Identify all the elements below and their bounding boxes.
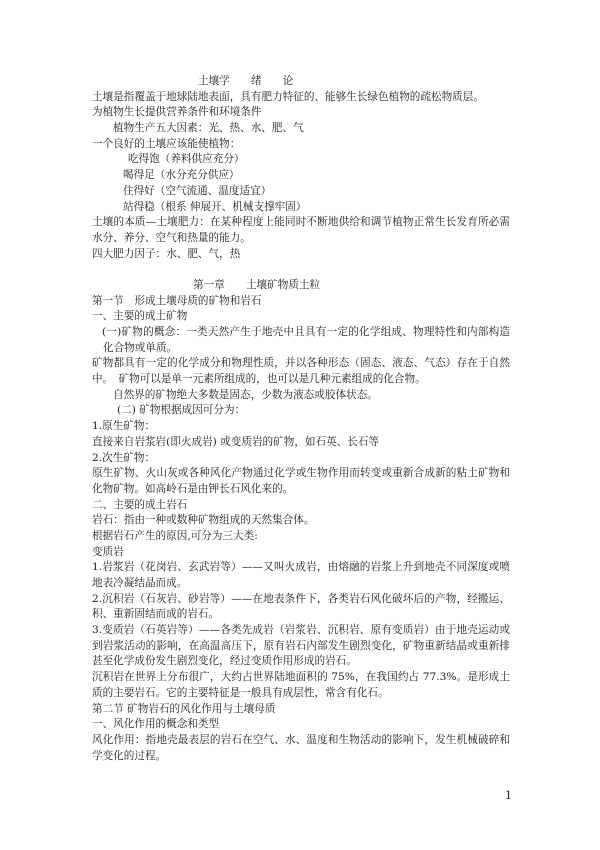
text-line: 2.沉积岩（石灰岩、砂岩等）——在地表条件下，各类岩石风化破坏后的产物，经搬运、: [92, 592, 510, 605]
text-line: 积、重新固结而成的岩石。: [92, 608, 220, 621]
text-line: 自然界的矿物绝大多数是固态，少数为液态或胶体状态。: [113, 388, 378, 401]
text-line: 为植物生长提供营养条件和环境条件: [92, 106, 262, 119]
subsection-heading: 一、风化作用的概念和类型: [92, 718, 220, 731]
text-line: 矿物都具有一定的化学成分和物理性质，并以各种形态（固态、液态、气态）存在于自然: [92, 357, 510, 370]
document-page: [92, 74, 510, 764]
text-line: (一)矿物的概念：一类天然产生于地壳中且具有一定的化学组成、物理特性和内部构造: [102, 326, 510, 338]
text-line: 中。 矿物可以是单一元素所组成的，也可以是几种元素组成的化合物。: [92, 373, 426, 386]
text-line: 风化作用：指地壳最表层的岩石在空气、水、温度和生物活动的影响下，发生机械破碎和: [92, 733, 510, 746]
text-line: 住得好（空气流通、温度适宜）: [123, 184, 272, 197]
text-line: 水分、养分、空气和热量的能力。: [92, 231, 251, 244]
text-line: 1.原生矿物：: [92, 420, 156, 433]
text-line: 变质岩: [92, 545, 124, 558]
text-line: 根据岩石产生的原因,可分为三大类:: [92, 529, 258, 542]
text-line: 四大肥力因子：水、肥、气，热: [92, 247, 241, 260]
text-line: 土壤的本质—土壤肥力：在某种程度上能同时不断地供给和调节植物正常生长发育所必需: [92, 216, 510, 229]
text-line: 到岩浆活动的影响，在高温高压下，原有岩石内部发生剧烈变化，矿物重新结晶或重新排: [92, 639, 510, 652]
subsection-heading: 一、主要的成土矿物: [92, 310, 188, 323]
text-line: 2.次生矿物：: [92, 451, 156, 464]
section-heading: 第二节 矿物岩石的风化作用与土壤母质: [92, 702, 276, 715]
text-line: 沉积岩在世界上分布很广，大约占世界陆地面积的 75%，在我国约占 77.3%。是形成土: [92, 671, 510, 684]
text-line: (二) 矿物根据成因可分为：: [117, 404, 246, 417]
blank-line: [92, 262, 510, 278]
text-line: 甚至化学成份发生剧烈变化，经过变质作用形成的岩石。: [92, 655, 357, 668]
text-line: 质的主要岩石。它的主要特征是一般具有成层性，常含有化石。: [92, 686, 389, 699]
subsection-heading: 二、主要的成土岩石: [92, 498, 188, 511]
text-line: 吃得饱（养料供应充分）: [128, 153, 245, 166]
text-line: 1.岩浆岩（花岗岩、玄武岩等）——又叫火成岩，由熔融的岩浆上升到地壳不同深度或喷: [92, 561, 510, 574]
text-line: 地表冷凝结晶而成。: [92, 577, 188, 589]
text-line: 植物生产五大因素：光、热、水、肥、气: [113, 122, 304, 135]
text-line: 学变化的过程。: [92, 749, 167, 762]
text-line: 原生矿物、火山灰或各种风化产物通过化学或生物作用而转变或重新合成新的粘土矿物和: [92, 467, 510, 480]
chapter-title: 第一章 土壤矿物质土粒: [193, 278, 321, 291]
section-heading: 第一节 形成土壤母质的矿物和岩石: [92, 294, 262, 307]
text-line: 直接来自岩浆岩(即火成岩) 或变质岩的矿物，如石英、长石等: [92, 435, 380, 448]
page-number: 1: [505, 789, 512, 802]
text-line: 化合物或单质。: [103, 341, 178, 354]
text-line: 喝得足（水分充分供应）: [123, 169, 240, 182]
text-line: 土壤是指覆盖于地球陆地表面，具有肥力特征的、能够生长绿色植物的疏松物质层。: [92, 90, 484, 103]
text-line: 岩石：指由一种或数种矿物组成的天然集合体。: [92, 514, 315, 527]
text-line: 一个良好的土壤应该能使植物：: [92, 137, 241, 150]
document-title: 土壤学 绪 论: [198, 75, 294, 87]
text-line: 化物矿物。如高岭石是由钾长石风化来的。: [92, 482, 294, 495]
text-line: 3.变质岩（石英岩等）——各类先成岩（岩浆岩、沉积岩、原有变质岩）由于地壳运动或: [92, 624, 510, 637]
text-line: 站得稳（根系 伸展开、机械支撑牢固）: [123, 200, 307, 213]
